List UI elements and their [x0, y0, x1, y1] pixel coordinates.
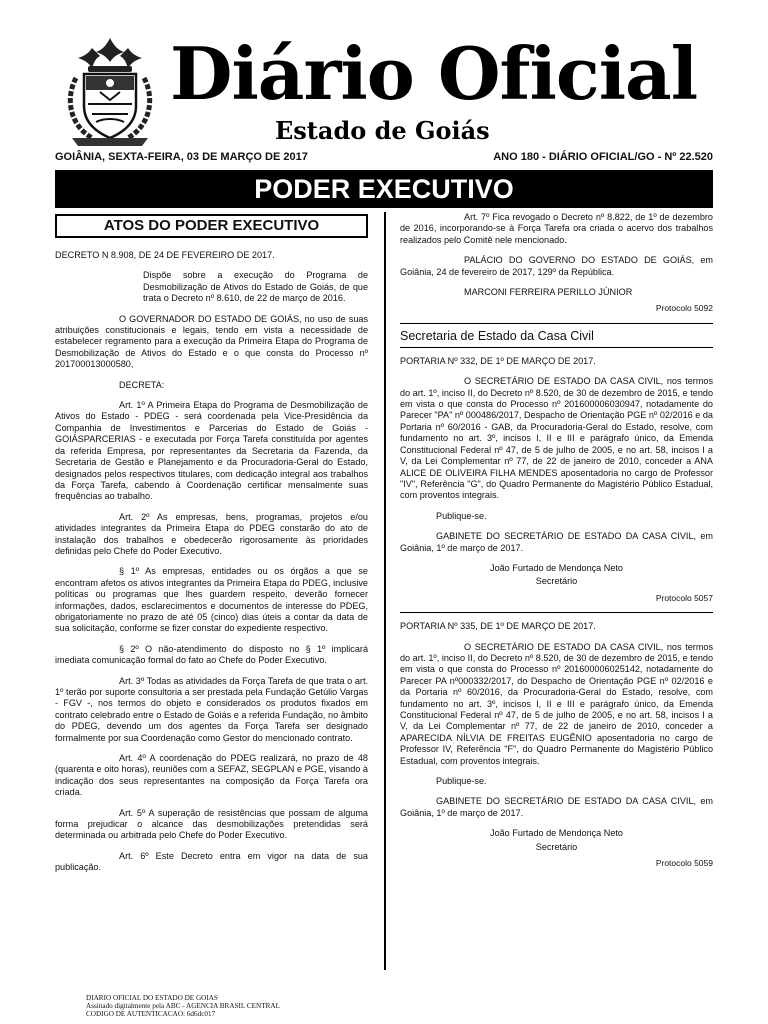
protocol-number: Protocolo 5092 [655, 303, 713, 314]
palace-signature-line: PALÁCIO DO GOVERNO DO ESTADO DE GOIÁS, em Goiânia, 24 de fevereiro de 2017, 129º da República. [400, 255, 713, 277]
dateline: GOIÂNIA, SEXTA-FEIRA, 03 DE MARÇO DE 2017 [55, 151, 308, 163]
governor-name: MARCONI FERREIRA PERILLO JÚNIOR [464, 287, 633, 298]
portaria-body: O SECRETÁRIO DE ESTADO DA CASA CIVIL, nos termos do art. 1º, inciso II, do Decreto nº 8.520, de 30 de dezembro de 2015, e tendo em vista o que consta do Processo nº 201600006025142, notadamente do Parecer PA nº000332/2017, do Despacho de Orientação PGE nº 02/2016 e da Portaria nº 60/2016, da Procuradoria-Geral do Estado, resolve, com fundamento no art. 3º, incisos I, II e III e parágrafo único, da Emenda Constitucional Federal nº 47, de 5 de julho de 2005, e no art. 58, incisos I a V, da Lei Complementar nº 77, de 22 de janeiro de 2010, conceder a APARECIDA NÍLVIA DE FREITAS EUGÊNIO aposentadoria no cargo de Professor IV, Referência "F", do Quadro Permanente do Magistério Público Estadual, com proventos integrais. [400, 641, 713, 766]
signer-role: Secretário [535, 576, 578, 587]
article-1: Art. 1º A Primeira Etapa do Programa de Desmobilização de Ativos do Estado - PDEG - será coordenada pela Vice-Presidência da Companhia de Investimentos e Parcerias do Estado de Goiás - GOIÁSPARCERIAS - e executada por Força Tarefa constituída por agentes da referida Empresa, por representantes da Secretaria da Fazenda, da Secretaria de Gestão e Planejamento e da Procuradoria-Geral do Estado, designados pelos respectivos titulares, com dedicação integral aos trabalhos da Força Tarefa, cabendo à Coordenação certificar mensalmente suas frequências ao trabalho. [55, 400, 368, 502]
section-band: PODER EXECUTIVO [55, 170, 713, 208]
footer [86, 994, 280, 1018]
article-2-paragraph-1: § 1º As empresas, entidades ou os órgãos a que se encontram afetos os ativos integrantes da Primeira Etapa do PDEG, inclusive políticas ou programas que lhes guardem respeito, deverão fornecer informações, dados, esclarecimentos e documentos de interesse do PDEG, obrigatoriamente no prazo de até 05 (cinco) dias úteis a contar da data de sua solicitação, conforme se fizer constar do expediente respectivo. [55, 566, 368, 634]
masthead-title: Diário Oficial [170, 31, 698, 116]
decree-decreta: DECRETA: [119, 379, 165, 390]
footer-line: DIARIO OFICIAL DO ESTADO DE GOIAS [86, 994, 218, 1002]
portaria-title: PORTARIA Nº 332, DE 1º DE MARÇO DE 2017. [400, 355, 596, 366]
column-divider [384, 212, 386, 970]
decree-title: DECRETO N 8.908, DE 24 DE FEVEREIRO DE 2017. [55, 250, 275, 260]
secretaria-heading: Secretaria de Estado da Casa Civil [400, 328, 594, 343]
decree-preamble: O GOVERNADOR DO ESTADO DE GOIÁS, no uso de suas atribuições constitucionais e legais, tendo em vista a necessidade de estabelecer regramento para a execução da Primeira Etapa do Programa de Desmobilização de Ativos do Estado e o que consta do Processo nº 201700013000580, [55, 313, 368, 370]
masthead-subtitle: Estado de Goiás [275, 116, 490, 145]
portaria-body: O SECRETÁRIO DE ESTADO DA CASA CIVIL, nos termos do art. 1º, inciso II, do Decreto nº 8.520, de 30 de dezembro de 2015, e tendo em vista o que consta do Processo nº 201600006030947, notadamente do Parecer "PA" nº 000486/2017, Despacho de Orientação PGE nº 02/2016 e da Portaria nº 60/2016 - GAB, da Procuradoria-Geral do Estado, resolve, com fundamento no art. 3º, incisos I, II e III e parágrafo único, da Emenda Constitucional Federal nº 47, de 5 de julho de 2005, e no art. 58, incisos I a V, da Lei Complementar nº 77, de 22 de janeiro de 2010, conceder a ANA ALICE DE OLIVEIRA FILHA MENDES aposentadoria no cargo de Professor "IV", Referência "G", do Quadro Permanente do Magistério Público Estadual, com proventos integrais. [400, 376, 713, 501]
signer-role: Secretário [535, 841, 578, 852]
publique-se: Publique-se. [436, 776, 487, 787]
footer-line: Assinado digitalmente pela ABC - AGENCIA BRASIL CENTRAL [86, 1002, 280, 1010]
signer-name: João Furtado de Mendonça Neto [490, 562, 623, 573]
article-5: Art. 5º A superação de resistências que possam de alguma forma prejudicar o alcance das desmobilizações pretendidas será determinada ou arbitrada pelo Chefe do Poder Executivo. [55, 807, 368, 841]
coat-of-arms-icon [62, 34, 158, 150]
protocol-number: Protocolo 5059 [655, 858, 713, 869]
article-2-paragraph-2: § 2º O não-atendimento do disposto no § 1º implicará imediata comunicação formal do fato ao Chefe do Poder Executivo. [55, 643, 368, 666]
article-4: Art. 4º A coordenação do PDEG realizará, no prazo de 48 (quarenta e oito horas), reuniões com a SEFAZ, SEGPLAN e PGE, visando à indicação dos seus representantes na composição da Força Tarefa ora criada. [55, 753, 368, 798]
left-column [55, 212, 368, 883]
right-column [400, 212, 713, 875]
footer-line: CODIGO DE AUTENTICACAO: 6d6dc017 [86, 1010, 216, 1018]
section-separator [400, 347, 713, 348]
signer-name: João Furtado de Mendonça Neto [490, 828, 623, 839]
section-heading: ATOS DO PODER EXECUTIVO [55, 214, 368, 238]
article-7: Art. 7º Fica revogado o Decreto nº 8.822, de 1º de dezembro de 2016, incorporando-se à Força Tarefa ora criada o acervo dos trabalhos realizados pelo Comitê nele mencionado. [400, 212, 713, 245]
gabinete-line: GABINETE DO SECRETÁRIO DE ESTADO DA CASA CIVIL, em Goiânia, 1º de março de 2017. [400, 796, 713, 818]
portaria-title: PORTARIA Nº 335, DE 1º DE MARÇO DE 2017. [400, 621, 596, 632]
edition-number: ANO 180 - DIÁRIO OFICIAL/GO - Nº 22.520 [493, 151, 713, 163]
publique-se: Publique-se. [436, 510, 487, 521]
article-3: Art. 3º Todas as atividades da Força Tarefa de que trata o art. 1º terão por suporte consultoria a ser prestada pela Fundação Getúlio Vargas - FGV -, nos termos do objeto e considerados os produtos fixados em contrato celebrado entre o Estado de Goiás e a referida Fundação, no âmbito do PDEG, devendo um dos agentes da Força Tarefa ser designado formalmente por sua Coordenação como Gestor do mencionado contrato. [55, 675, 368, 743]
article-6: Art. 6º Este Decreto entra em vigor na data de sua publicação. [55, 850, 368, 873]
masthead [0, 0, 768, 172]
section-separator [400, 612, 713, 613]
article-2: Art. 2º As empresas, bens, programas, projetos e/ou atividades integrantes da Primeira Etapa do PDEG constarão do ato de instalação dos trabalhos e obedecerão rigorosamente às prioridades definidas pelo Chefe do Poder Executivo. [55, 511, 368, 556]
gabinete-line: GABINETE DO SECRETÁRIO DE ESTADO DA CASA CIVIL, em Goiânia, 1º de março de 2017. [400, 531, 713, 553]
decree-summary: Dispõe sobre a execução do Programa de Desmobilização de Ativos do Estado de Goiás, de que trata o Decreto nº 8.610, de 22 de março de 2016. [143, 270, 368, 304]
protocol-number: Protocolo 5057 [655, 592, 713, 603]
section-separator [400, 323, 713, 324]
